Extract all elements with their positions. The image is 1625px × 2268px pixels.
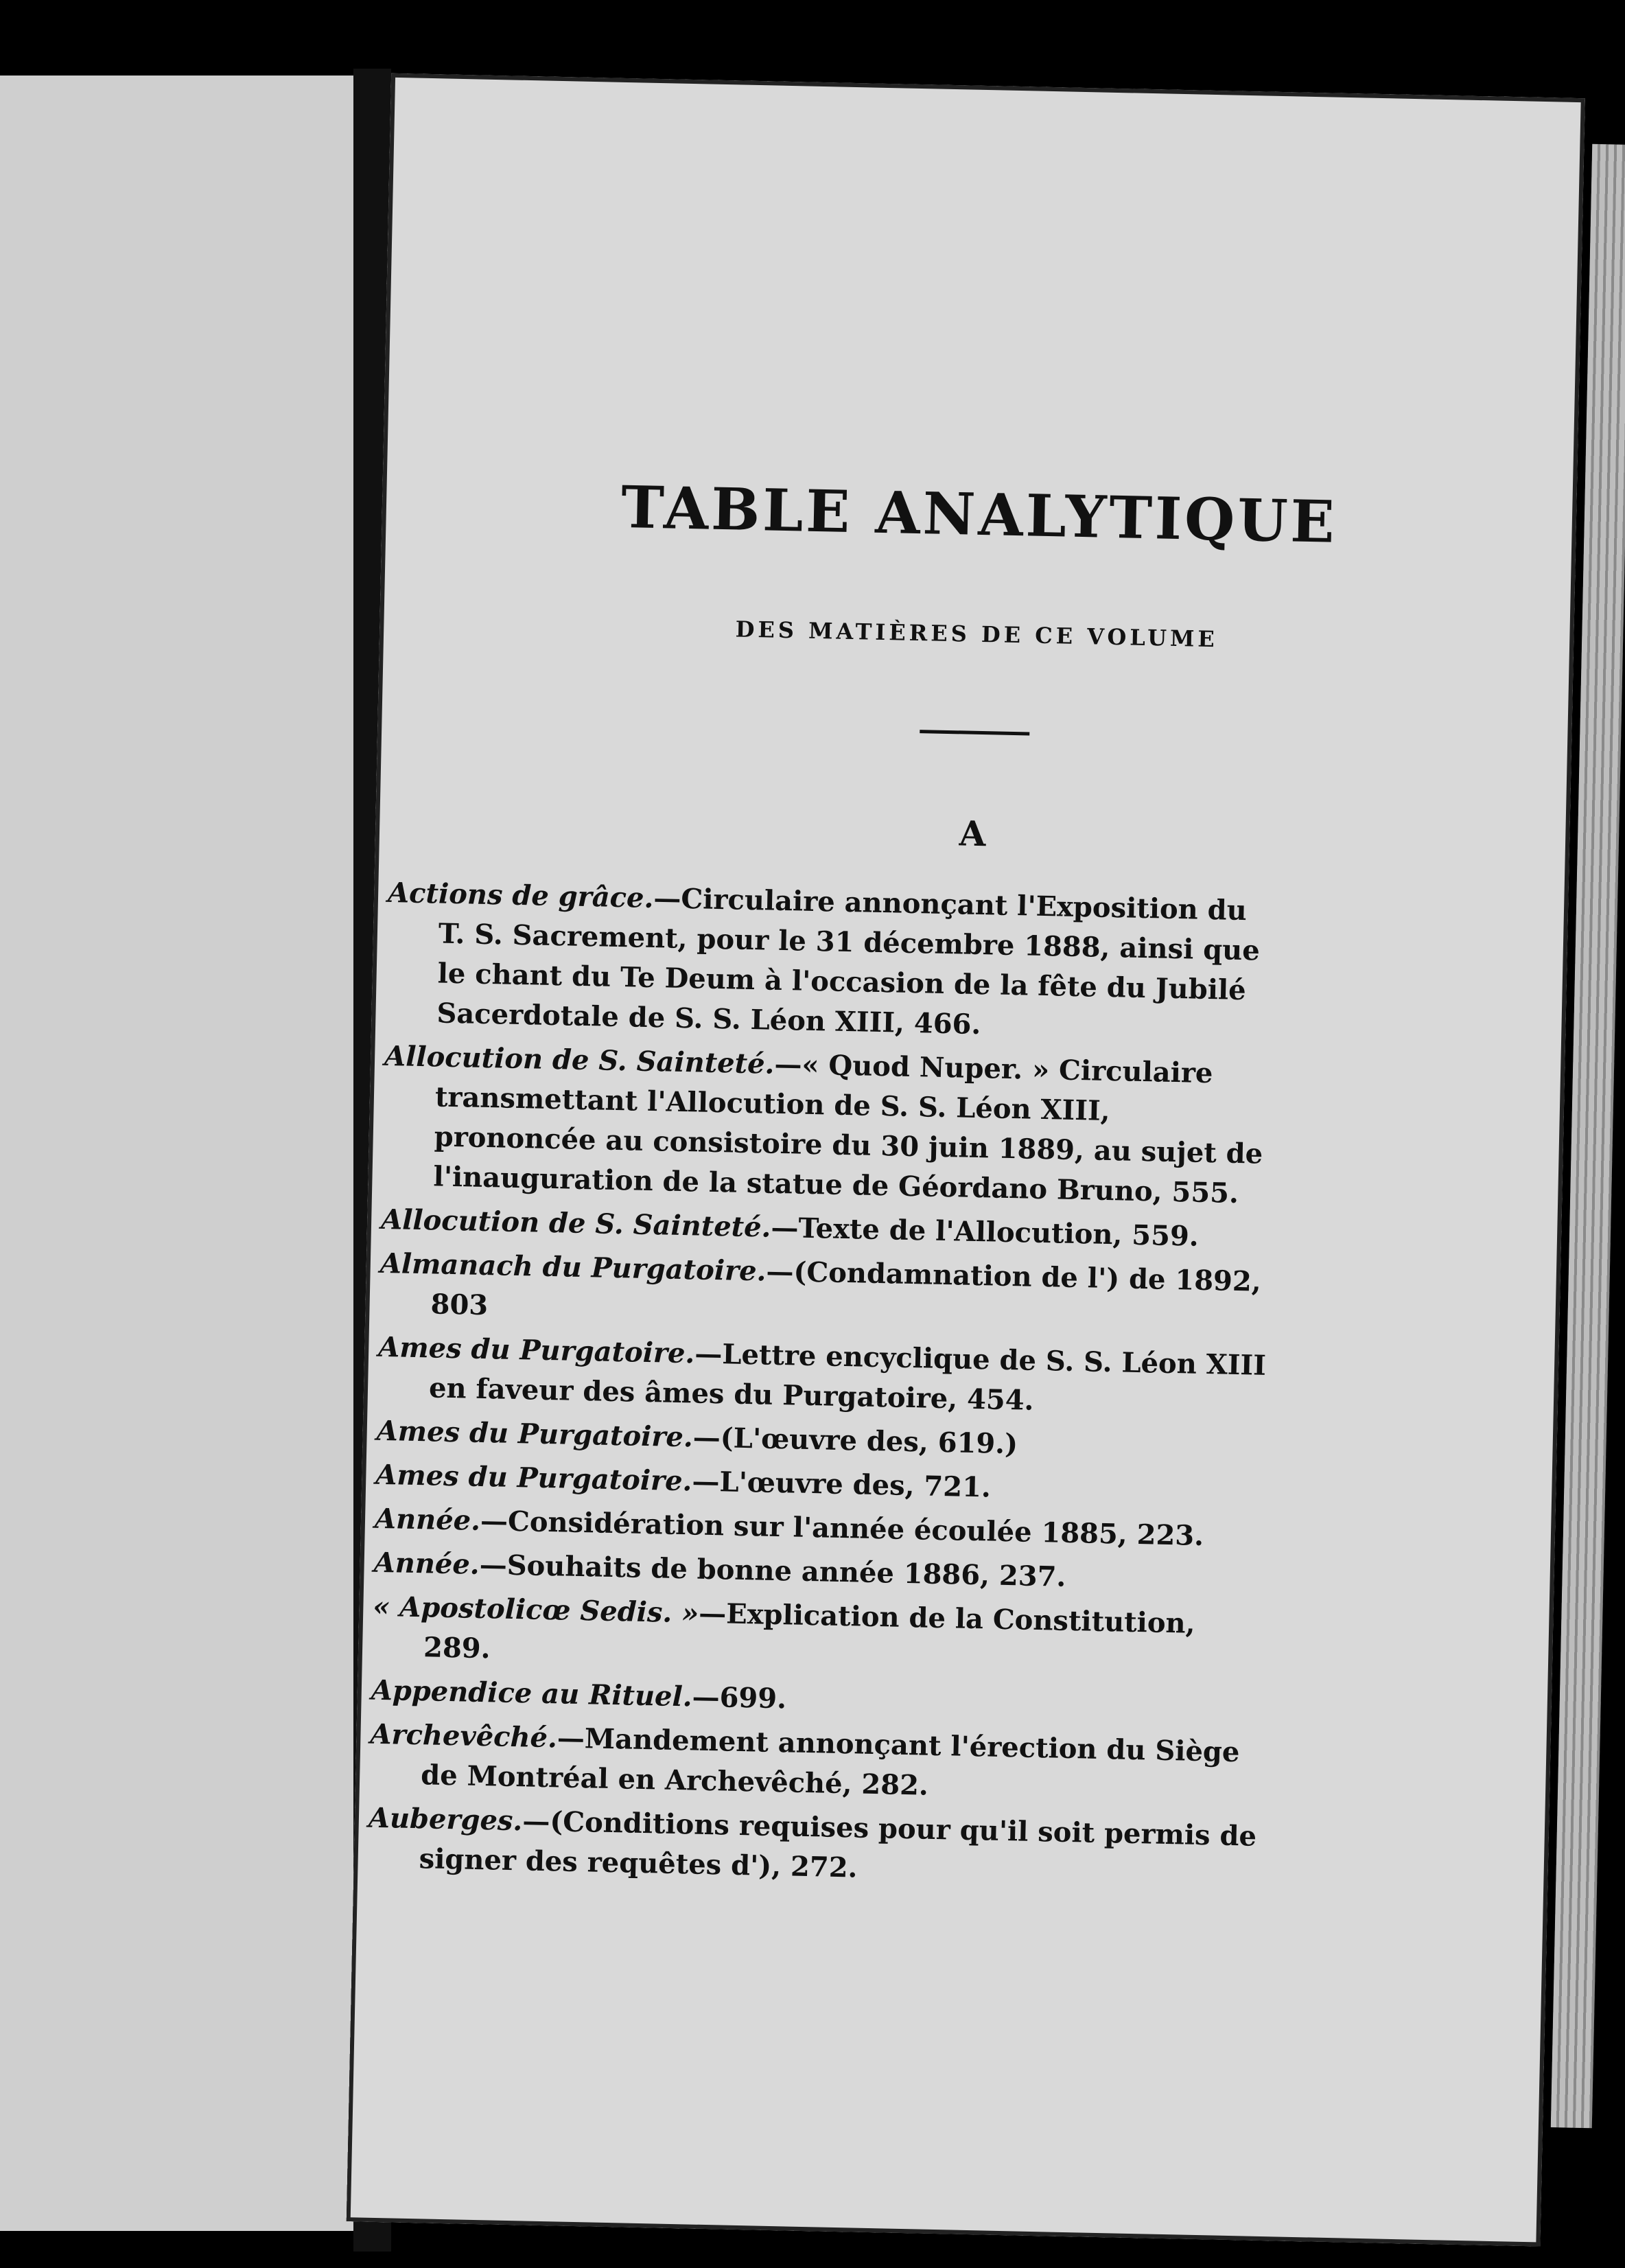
entry-heading: Archevêché. bbox=[370, 1717, 558, 1755]
entry-heading: Année. bbox=[373, 1546, 480, 1581]
entry-heading: Appendice au Rituel. bbox=[371, 1674, 693, 1713]
page-title: TABLE ANALYTIQUE bbox=[620, 472, 1338, 556]
index-entry bbox=[372, 1587, 1265, 1685]
title-rule bbox=[920, 730, 1029, 735]
entry-heading: Ames du Purgatoire. bbox=[375, 1458, 692, 1498]
entry-text: —Circulaire annonçant l'Exposition du T. S. Sacrement, pour le 31 décembre 1888, ainsi que le chant du Te Deum à l'occasion de la fête du Jubilé Sacerdotale de S. S. Léon XIII, 466. bbox=[436, 882, 1261, 1041]
entry-text: —Texte de l'Allocution, 559. bbox=[771, 1211, 1200, 1253]
page-subtitle: DES MATIÈRES DE CE VOLUME bbox=[735, 616, 1219, 653]
entry-heading: Allocution de S. Sainteté. bbox=[380, 1203, 772, 1244]
entry-heading: « Apostolicœ Sedis. » bbox=[372, 1590, 699, 1630]
entry-text: —(Condamnation de l') de 1892, 803 bbox=[430, 1255, 1262, 1322]
entry-text: —699. bbox=[692, 1680, 787, 1715]
index-entry bbox=[382, 1037, 1277, 1214]
facing-page bbox=[0, 76, 353, 2231]
entry-heading: Actions de grâce. bbox=[387, 876, 654, 915]
entry-heading: Almanach du Purgatoire. bbox=[379, 1247, 767, 1288]
entry-text: —Explication de la Constitution, 289. bbox=[423, 1597, 1196, 1665]
entry-text: —(Conditions requises pour qu'il soit permis de signer des requêtes d'), 272. bbox=[419, 1805, 1257, 1884]
index-entry bbox=[377, 1328, 1270, 1426]
index-entry bbox=[379, 1244, 1272, 1342]
index-entry bbox=[367, 1798, 1261, 1897]
entry-text: —Considération sur l'année écoulée 1885, 223. bbox=[480, 1504, 1204, 1553]
entry-text: —Souhaits de bonne année 1886, 237. bbox=[479, 1548, 1066, 1593]
index-entries bbox=[367, 873, 1281, 1901]
section-letter: A bbox=[959, 813, 987, 855]
index-entry bbox=[385, 873, 1281, 1051]
entry-heading: Année. bbox=[374, 1502, 481, 1537]
page-content bbox=[347, 73, 1585, 2247]
entry-heading: Auberges. bbox=[368, 1801, 523, 1838]
entry-text: —L'œuvre des, 721. bbox=[691, 1465, 992, 1504]
entry-heading: Allocution de S. Sainteté. bbox=[384, 1039, 775, 1080]
entry-heading: Ames du Purgatoire. bbox=[376, 1414, 694, 1454]
index-page bbox=[347, 73, 1585, 2247]
index-entry bbox=[369, 1715, 1263, 1813]
entry-text: —Lettre encyclique de S. S. Léon XIII en faveur des âmes du Purgatoire, 454. bbox=[428, 1337, 1267, 1417]
entry-heading: Ames du Purgatoire. bbox=[377, 1330, 695, 1370]
entry-text: —Mandement annonçant l'érection du Siège de Montréal en Archevêché, 282. bbox=[420, 1722, 1240, 1802]
entry-text: —(L'œuvre des, 619.) bbox=[692, 1421, 1018, 1461]
entry-text: —« Quod Nuper. » Circulaire transmettant l'Allocution de S. S. Léon XIII, prononcée au consistoire du 30 juin 1889, au sujet de l'inauguration de la statue de Géordano Bruno, 555. bbox=[433, 1048, 1263, 1210]
